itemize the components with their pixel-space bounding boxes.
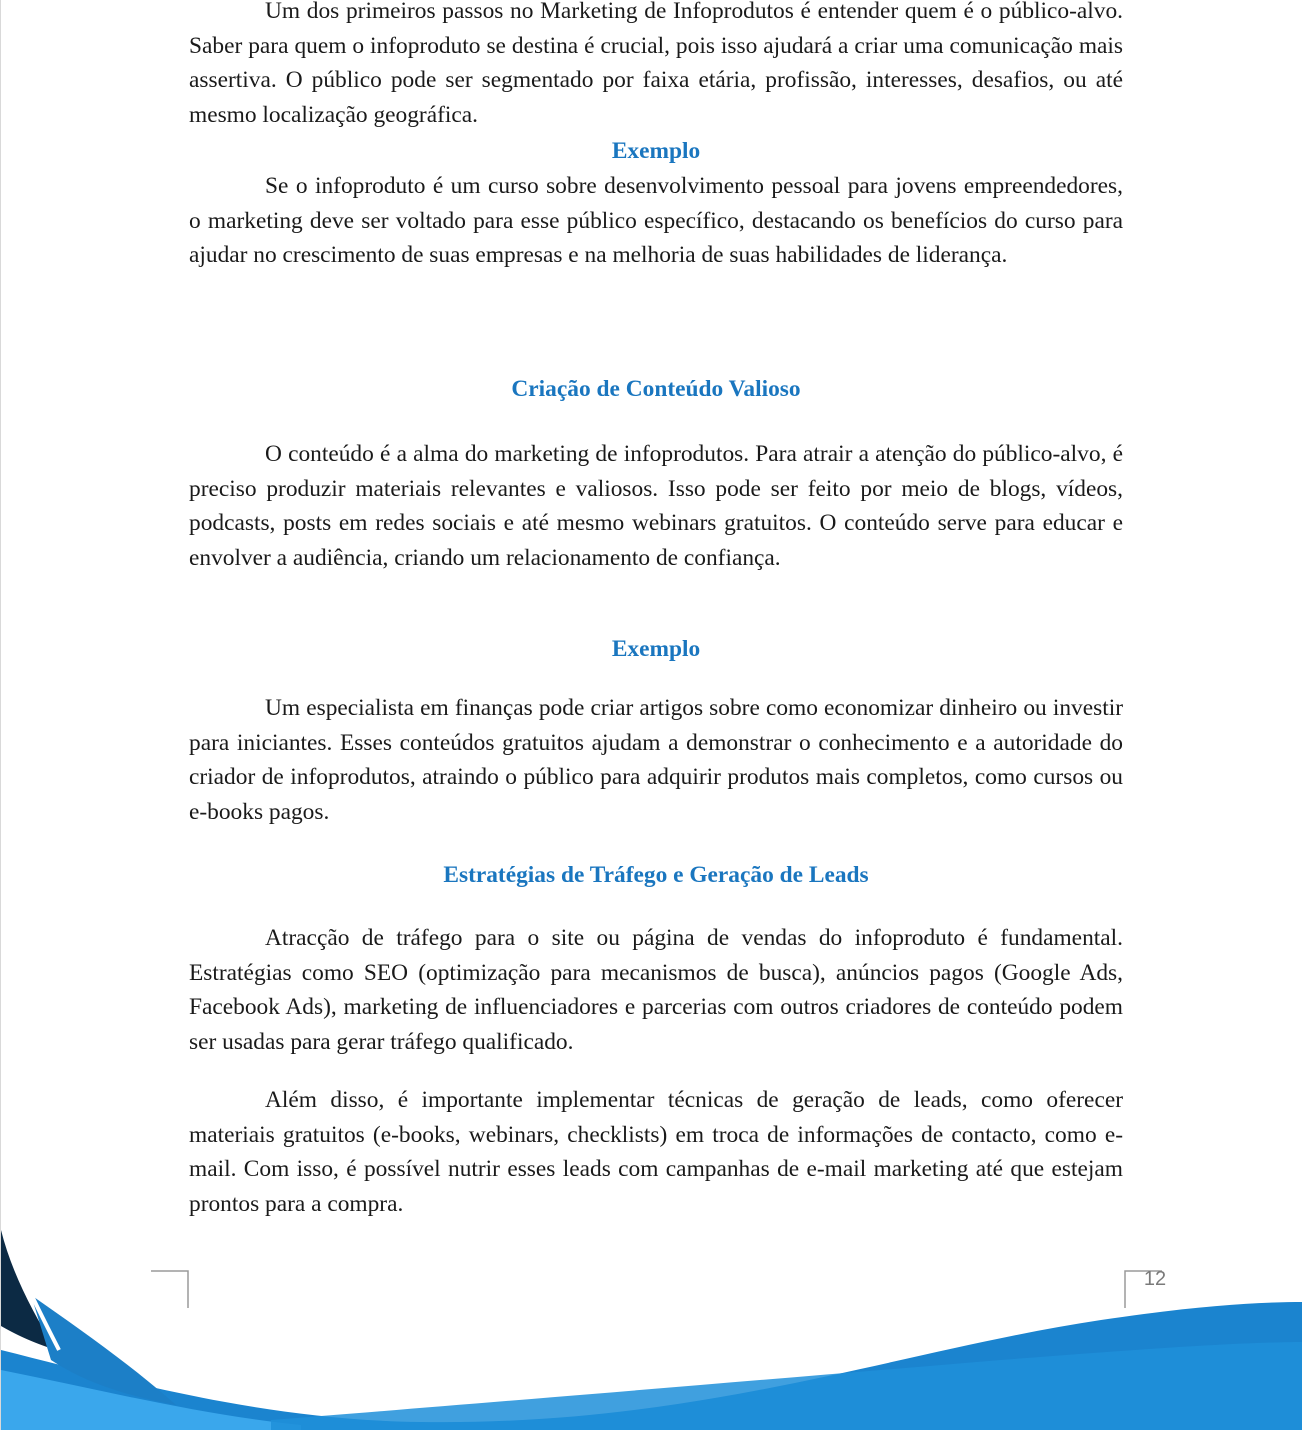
paragraph-example-finance: Um especialista em finanças pode criar artigos sobre como economizar dinheiro ou investir para iniciantes. Esses conteúdos gratuitos ajudam a demonstrar o conhecimento e a autoridade do criador de infoprodutos, atraindo o público para adquirir produtos mais completos, como cursos ou e-books pagos. [189, 695, 1123, 825]
paragraph-leads: Além disso, é importante implementar técnicas de geração de leads, como oferecer materiais gratuitos (e-books, webinars, checklists) em troca de informações de contacto, como e-mail. Com isso, é possível nutrir esses leads com campanhas de e-mail marketing até que estejam prontos para a compra. [189, 1087, 1123, 1217]
wave-light-swoosh [271, 1342, 1302, 1430]
paragraph-valuable-content: O conteúdo é a alma do marketing de infoprodutos. Para atrair a atenção do público-alvo, é preciso produzir materiais relevantes e valiosos. Isso pode ser feito por meio de blogs, vídeos, podcasts, posts em redes sociais e até mesmo webinars gratuitos. O conteúdo serve para educar e envolver a audiência, criando um relacionamento de confiança. [189, 441, 1123, 571]
paragraph-target-audience: Um dos primeiros passos no Marketing de Infoprodutos é entender quem é o público-alvo. Saber para quem o infoproduto se destina é crucial, pois isso ajudará a criar uma comunicação mais assertiva. O público pode ser segmentado por faixa etária, profissão, interesses, desafios, ou até mesmo localização geográfica. [189, 0, 1123, 128]
heading-traffic-leads: Estratégias de Tráfego e Geração de Leads [443, 862, 869, 888]
heading-valuable-content: Criação de Conteúdo Valioso [511, 376, 801, 402]
corner-crop-mark-left [151, 1270, 189, 1308]
heading-example-1: Exemplo [611, 138, 701, 164]
paragraph-example-course: Se o infoproduto é um curso sobre desenvolvimento pessoal para jovens empreendedores, o marketing deve ser voltado para esse público específico, destacando os benefícios do curso para ajudar no crescimento de suas empresas e na melhoria de suas habilidades de liderança. [189, 173, 1123, 269]
heading-example-2: Exemplo [611, 636, 701, 662]
footer-wave-decoration [1, 1230, 1302, 1430]
page-number: 12 [1143, 1268, 1167, 1290]
paragraph-traffic: Atracção de tráfego para o site ou página de vendas do infoproduto é fundamental. Estratégias como SEO (optimização para mecanismos de busca), anúncios pagos (Google Ads, Facebook Ads), marketing de influenciadores e parcerias com outros criadores de conteúdo podem ser usadas para gerar tráfego qualificado. [189, 925, 1123, 1055]
